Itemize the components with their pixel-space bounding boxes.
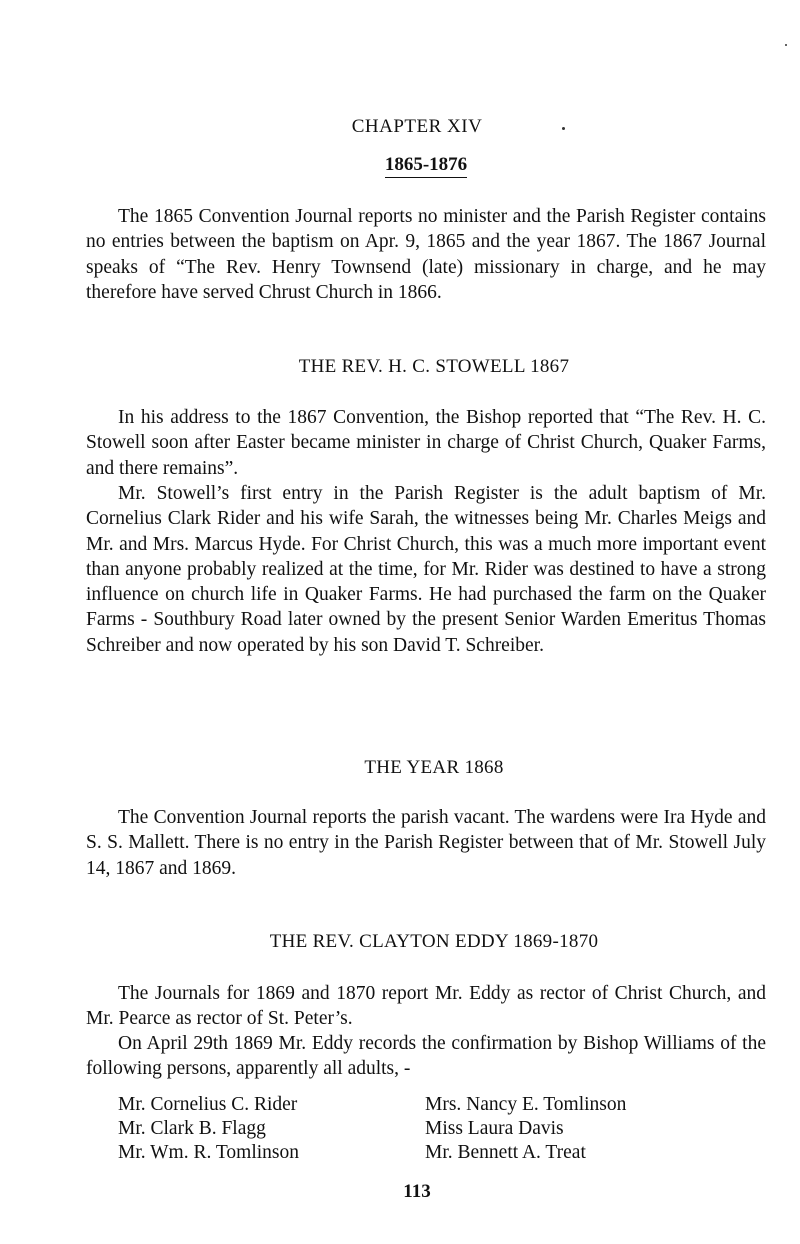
year-1868-paragraph <box>86 805 766 881</box>
list-item: Mr. Bennett A. Treat <box>425 1142 586 1163</box>
chapter-years-text: 1865-1876 <box>385 154 467 178</box>
eddy-paragraph-2 <box>86 1031 766 1082</box>
stowell-heading: THE REV. H. C. STOWELL 1867 <box>298 356 570 377</box>
print-speck <box>562 127 565 130</box>
year-1868-heading: THE YEAR 1868 <box>364 757 504 778</box>
eddy-paragraph-1 <box>86 981 766 1032</box>
chapter-title: CHAPTER XIV <box>351 116 483 137</box>
confirmation-list-right <box>425 1093 626 1165</box>
eddy-heading: THE REV. CLAYTON EDDY 1869-1870 <box>269 931 599 952</box>
intro-text: The 1865 Convention Journal reports no minister and the Parish Register contains no entries between the baptism on Apr. 9, 1865 and the year 1867. The 1867 Journal speaks of “The Rev. Henry Townsend (late) missionary in charge, and he may therefore have served Chrust Church in 1866. <box>86 206 766 303</box>
eddy-text-2: On April 29th 1869 Mr. Eddy records the confirmation by Bishop Williams of the following persons, apparently all adults, - <box>86 1033 766 1080</box>
year-1868-text: The Convention Journal reports the parish vacant. The wardens were Ira Hyde and S. S. Mallett. There is no entry in the Parish Register between that of Mr. Stowell July 14, 1867 and 1869. <box>86 807 766 879</box>
stowell-paragraph-1 <box>86 405 766 481</box>
list-item: Mrs. Nancy E. Tomlinson <box>425 1094 627 1115</box>
list-item: Miss Laura Davis <box>425 1118 564 1139</box>
stowell-text-1: In his address to the 1867 Convention, the Bishop reported that “The Rev. H. C. Stowell soon after Easter became minister in charge of Christ Church, Quaker Farms, and there remains”. <box>86 407 766 479</box>
list-item: Mr. Clark B. Flagg <box>118 1118 266 1139</box>
confirmation-list-left <box>118 1093 299 1165</box>
stowell-text-2: Mr. Stowell’s first entry in the Parish Register is the adult baptism of Mr. Cornelius Clark Rider and his wife Sarah, the witnesses being Mr. Charles Meigs and Mr. and Mrs. Marcus Hyde. For Christ Church, this was a much more important event than anyone probably realized at the time, for Mr. Rider was destined to have a strong influence on church life in Quaker Farms. He had purchased the farm on the Quaker Farms - Southbury Road later owned by the present Senior Warden Emeritus Thomas Schreiber and now operated by his son David T. Schreiber. <box>86 483 766 656</box>
eddy-text-1: The Journals for 1869 and 1870 report Mr. Eddy as rector of Christ Church, and Mr. Pearce as rector of St. Peter’s. <box>86 983 766 1030</box>
list-item: Mr. Wm. R. Tomlinson <box>118 1142 300 1163</box>
list-item: Mr. Cornelius C. Rider <box>118 1094 298 1115</box>
page-number: 113 <box>403 1181 431 1202</box>
chapter-years <box>0 154 800 176</box>
print-speck <box>785 44 787 46</box>
intro-paragraph <box>86 204 766 305</box>
stowell-paragraph-2 <box>86 481 766 658</box>
